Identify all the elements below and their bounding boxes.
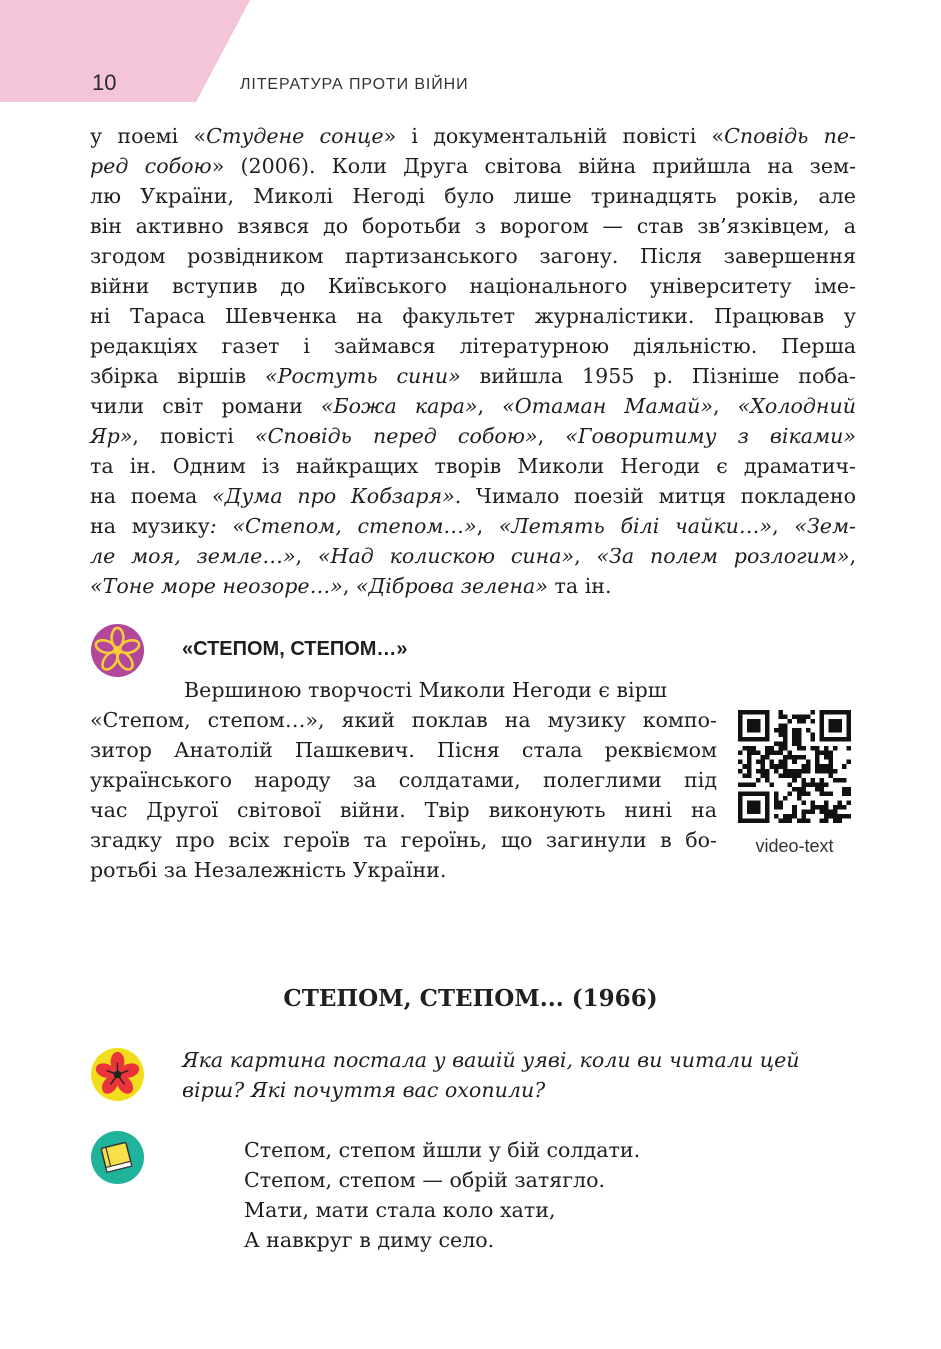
text-run: . Чимало поезій митця покладено (454, 484, 856, 508)
italic-title: «Зем- (794, 514, 857, 538)
text-run: редакціях газет і займався літературною діяльністю. Перша (90, 334, 856, 358)
section-line: згадку про всіх героїв та героїнь, що загинули в бо- (90, 828, 717, 852)
intro-line (90, 511, 856, 541)
intro-line (90, 181, 856, 211)
poem-title: СТЕПОМ, СТЕПОМ... (1966) (283, 985, 658, 1012)
italic-title: «Над колискою сина» (317, 544, 575, 568)
section-line: ротьбі за Незалежність України. (90, 858, 447, 882)
flower-ornament-icon (90, 623, 145, 678)
text-run: , (713, 394, 738, 418)
intro-line (90, 271, 856, 301)
italic-title: ле моя, земле…» (90, 544, 296, 568)
text-run: війни вступив до Київського національного університету іме- (90, 274, 856, 298)
intro-line (90, 571, 856, 601)
text-run: у поемі « (90, 124, 207, 148)
corner-decoration (0, 0, 250, 102)
text-run: ні Тараса Шевченка на факультет журналістики. Працював у (90, 304, 856, 328)
italic-title: «Летять білі чайки…» (498, 514, 773, 538)
question-line: Яка картина постала у вашій уяві, коли ви читали цей (182, 1048, 800, 1072)
text-run: , (477, 394, 503, 418)
intro-line (90, 481, 856, 511)
text-run: вийшла 1955 р. Пізніше поба- (460, 364, 856, 388)
text-run: , (295, 544, 318, 568)
intro-line (90, 451, 856, 481)
text-run: » і документальній повісті « (383, 124, 725, 148)
section-line: українського народу за солдатами, полеглими під (90, 768, 717, 792)
italic-title: «Сповідь перед собою» (255, 424, 538, 448)
text-run: на музику (90, 514, 210, 538)
text-run: збірка віршів (90, 364, 265, 388)
italic-title: «Дума про Кобзаря» (212, 484, 455, 508)
italic-title: «Холодний (737, 394, 856, 418)
section-line: Вершиною творчості Миколи Негоди є вірш (184, 678, 667, 702)
italic-title: «Божа кара» (320, 394, 478, 418)
qr-caption: video-text (755, 836, 834, 856)
poem-line: Мати, мати стала коло хати, (244, 1198, 556, 1222)
text-run: лю України, Миколі Негоді було лише тринадцять років, але (90, 184, 856, 208)
italic-title: ред собою (90, 154, 212, 178)
text-run: , (849, 544, 857, 568)
text-run: , повісті (132, 424, 255, 448)
section-line: «Степом, степом…», який поклав на музику компо- (90, 708, 717, 732)
italic-title: «Тоне море неозоре…» (90, 574, 343, 598)
poem-line: Степом, степом — обрій затягло. (244, 1168, 606, 1192)
text-run: , (574, 544, 597, 568)
intro-line (90, 541, 856, 571)
question-line: вірш? Які почуття вас охопили? (182, 1078, 546, 1102)
question-flower-icon (90, 1047, 145, 1102)
text-run: , (342, 574, 356, 598)
italic-title: Сповідь пе- (724, 124, 856, 148)
intro-line (90, 211, 856, 241)
book-icon (90, 1130, 145, 1185)
section-heading: «СТЕПОМ, СТЕПОМ…» (182, 638, 408, 660)
text-run: згодом розвідником партизанського загону. Після завершення (90, 244, 856, 268)
running-title: ЛІТЕРАТУРА ПРОТИ ВІЙНИ (240, 76, 469, 93)
intro-line (90, 391, 856, 421)
intro-line (90, 151, 856, 181)
intro-line (90, 301, 856, 331)
page-number: 10 (92, 70, 117, 95)
italic-title: «Говоритиму з віками» (565, 424, 857, 448)
italic-title: «За полем розлогим» (596, 544, 850, 568)
italic-title: «Отаман Мамай» (502, 394, 714, 418)
poem-line: А навкруг в диму село. (244, 1228, 495, 1252)
italic-title: Студене сонце (206, 124, 384, 148)
text-run: він активно взявся до боротьби з ворогом — став зв’язківцем, а (90, 214, 856, 238)
italic-title: «Ростуть сини» (265, 364, 461, 388)
text-run: , (537, 424, 566, 448)
text-run: чили світ романи (90, 394, 321, 418)
italic-title: Яр» (90, 424, 133, 448)
section-line: зитор Анатолій Пашкевич. Пісня стала реквіємом (90, 738, 717, 762)
text-run: та ін. Одним із найкращих творів Миколи Негоди є драматич- (90, 454, 856, 478)
poem-line: Степом, степом йшли у бій солдати. (244, 1138, 641, 1162)
intro-line (90, 421, 856, 451)
text-run: на поема (90, 484, 212, 508)
section-line: час Другої світової війни. Твір виконують нині на (90, 798, 717, 822)
text-run: та ін. (547, 574, 612, 598)
italic-title: : «Степом, степом…» (209, 514, 477, 538)
text-run: , (772, 514, 795, 538)
text-run: , (476, 514, 499, 538)
text-run: » (2006). Коли Друга світова війна прийшла на зем- (211, 154, 856, 178)
intro-line (90, 331, 856, 361)
qr-code[interactable] (738, 710, 851, 823)
intro-line (90, 241, 856, 271)
italic-title: «Діброва зелена» (355, 574, 548, 598)
intro-line (90, 361, 856, 391)
intro-line (90, 121, 856, 151)
